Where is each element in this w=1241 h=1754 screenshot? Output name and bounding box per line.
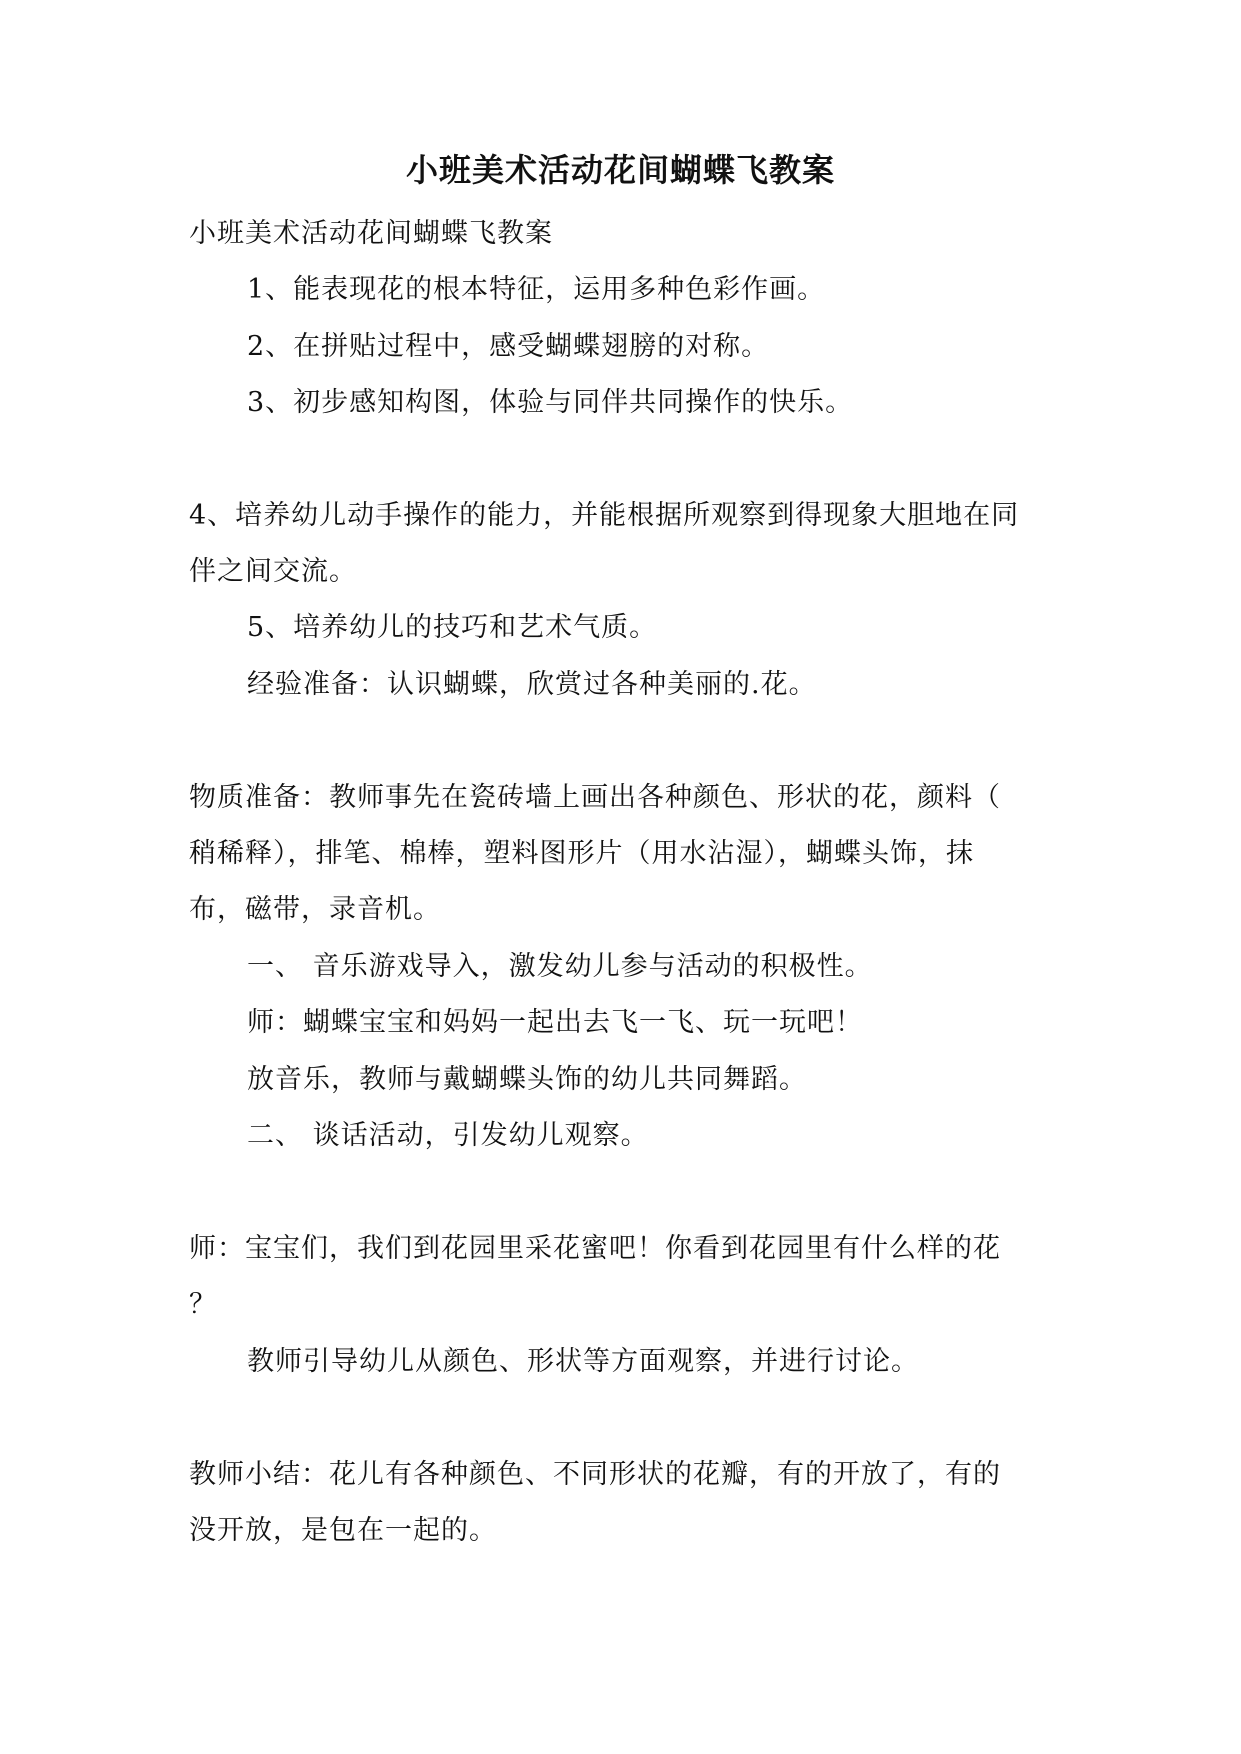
text-line-goal-3: 3、初步感知构图，体验与同伴共同操作的快乐。	[247, 387, 854, 418]
text-line-teacher-1: 师：蝴蝶宝宝和妈妈一起出去飞一飞、玩一玩吧！	[247, 1007, 863, 1038]
text-line-summary-cont: 没开放，是包在一起的。	[189, 1515, 497, 1546]
text-line-music: 放音乐，教师与戴蝴蝶头饰的幼儿共同舞蹈。	[247, 1064, 807, 1095]
text-line-step-2: 二、 谈话活动，引发幼儿观察。	[247, 1120, 649, 1151]
text-line-step-1: 一、 音乐游戏导入，激发幼儿参与活动的积极性。	[247, 951, 873, 982]
text-line-material-prep-3: 布，磁带，录音机。	[189, 894, 441, 925]
text-line-experience-prep: 经验准备：认识蝴蝶，欣赏过各种美丽的.花。	[247, 669, 817, 700]
text-line-goal-2: 2、在拼贴过程中，感受蝴蝶翅膀的对称。	[247, 331, 770, 362]
text-line-goal-4: 4、培养幼儿动手操作的能力，并能根据所观察到得现象大胆地在同	[189, 500, 1020, 531]
text-line-material-prep: 物质准备：教师事先在瓷砖墙上画出各种颜色、形状的花，颜料（	[189, 782, 1001, 813]
text-line-goal-5: 5、培养幼儿的技巧和艺术气质。	[247, 612, 658, 643]
text-line-guide: 教师引导幼儿从颜色、形状等方面观察，并进行讨论。	[247, 1346, 919, 1377]
text-line-teacher-2-cont: ？	[189, 1289, 217, 1320]
text-line-material-prep-2: 稍稀释），排笔、棉棒，塑料图形片（用水沾湿），蝴蝶头饰，抹	[189, 838, 974, 869]
text-line-summary: 教师小结：花儿有各种颜色、不同形状的花瓣，有的开放了，有的	[189, 1459, 1001, 1490]
text-line-subtitle: 小班美术活动花间蝴蝶飞教案	[189, 218, 553, 249]
text-line-goal-1: 1、能表现花的根本特征，运用多种色彩作画。	[247, 274, 826, 305]
text-line-goal-4-cont: 伴之间交流。	[189, 556, 357, 587]
text-line-teacher-2: 师：宝宝们，我们到花园里采花蜜吧！你看到花园里有什么样的花	[189, 1233, 1001, 1264]
document-title: 小班美术活动花间蝴蝶飞教案	[405, 151, 835, 189]
